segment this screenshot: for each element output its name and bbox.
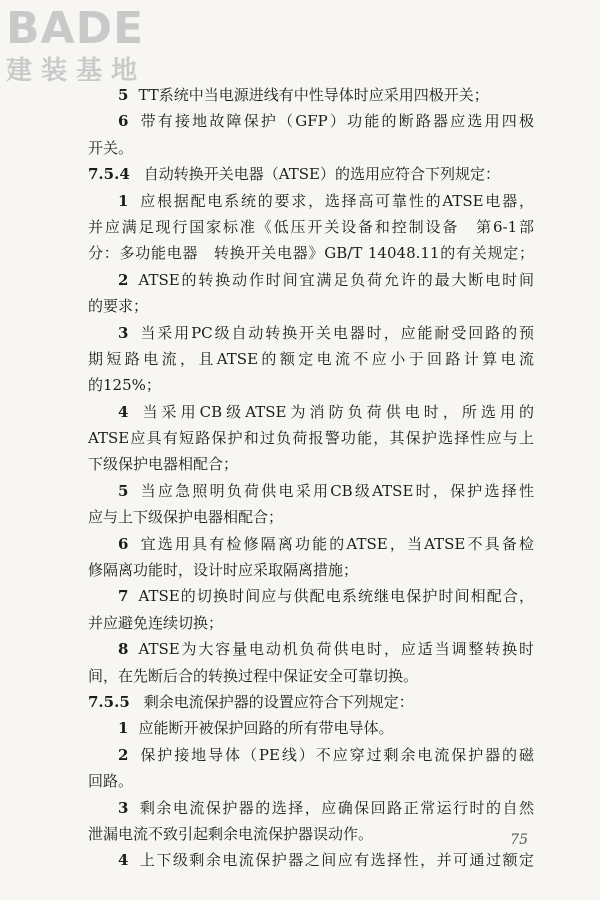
text-line	[88, 557, 534, 583]
line-text: ATSE的切换时间应与供配电系统继电保护时间相配合，	[138, 587, 534, 606]
item-number: 7	[118, 587, 129, 606]
item-number: 3	[118, 323, 129, 342]
item-number: 2	[118, 745, 129, 764]
text-line	[88, 82, 534, 108]
line-text: 并应避免连续切换；	[88, 613, 224, 632]
text-line	[88, 742, 534, 768]
item-number: 3	[118, 798, 129, 817]
text-line	[88, 108, 534, 134]
line-text: ATSE的转换动作时间宜满足负荷允许的最大断电时间	[138, 270, 534, 289]
line-text: 的125%；	[88, 376, 161, 395]
line-text: ATSE应具有短路保护和过负荷报警功能，其保护选择性应与上	[88, 429, 534, 448]
item-number: 1	[118, 719, 129, 738]
page-number: 75	[510, 832, 528, 848]
text-line	[88, 320, 534, 346]
line-text: 当采用CB级ATSE为消防负荷供电时，所选用的	[138, 402, 534, 421]
item-number: 5	[118, 86, 129, 104]
text-line	[88, 715, 534, 741]
line-text: 剩余电流保护器的设置应符合下列规定：	[143, 692, 414, 711]
item-number: 4	[118, 402, 129, 421]
text-line	[88, 636, 534, 662]
text-line	[88, 240, 534, 266]
line-text: 修隔离功能时，设计时应采取隔离措施；	[88, 561, 359, 580]
line-text: 自动转换开关电器（ATSE）的选用应符合下列规定：	[143, 165, 501, 184]
line-text: 分：多功能电器 转换开关电器》GB/T 14048.11的有关规定；	[88, 244, 534, 263]
line-text: 回路。	[88, 772, 134, 791]
text-line	[88, 821, 534, 847]
line-text: 开关。	[88, 138, 134, 157]
text-line	[88, 267, 534, 293]
section-number: 7.5.4	[88, 165, 130, 184]
text-line	[88, 610, 534, 636]
watermark-brand: BADE	[6, 3, 145, 54]
text-line	[88, 689, 534, 715]
document-body	[88, 82, 534, 874]
text-line	[88, 583, 534, 609]
text-line	[88, 293, 534, 319]
text-line	[88, 795, 534, 821]
text-line	[88, 451, 534, 477]
line-text: 剩余电流保护器的选择，应确保回路正常运行时的自然	[138, 798, 534, 817]
text-line	[88, 531, 534, 557]
item-number: 6	[118, 534, 129, 553]
line-text: 并应满足现行国家标准《低压开关设备和控制设备 第6-1部	[88, 217, 534, 236]
line-text: TT系统中当电源进线有中性导体时应采用四极开关；	[138, 86, 489, 104]
text-line	[88, 399, 534, 425]
line-text: 上下级剩余电流保护器之间应有选择性，并可通过额定	[138, 851, 534, 870]
line-text: 的要求；	[88, 297, 149, 316]
item-number: 2	[118, 270, 129, 289]
text-line	[88, 346, 534, 372]
item-number: 1	[118, 191, 129, 210]
text-line	[88, 768, 534, 794]
line-text: 宜选用具有检修隔离功能的ATSE，当ATSE不具备检	[138, 534, 534, 553]
line-text: 应能断开被保护回路的所有带电导体。	[138, 719, 394, 738]
text-line	[88, 372, 534, 398]
line-text: 当应急照明负荷供电采用CB级ATSE时，保护选择性	[138, 481, 534, 500]
line-text: 期短路电流，且ATSE的额定电流不应小于回路计算电流	[88, 349, 534, 368]
line-text: 应根据配电系统的要求，选择高可靠性的ATSE电器，	[138, 191, 534, 210]
line-text: 泄漏电流不致引起剩余电流保护器误动作。	[88, 824, 374, 843]
item-number: 4	[118, 851, 129, 870]
line-text: 保护接地导体（PE线）不应穿过剩余电流保护器的磁	[138, 745, 534, 764]
item-number: 5	[118, 481, 129, 500]
section-number: 7.5.5	[88, 692, 130, 711]
line-text: 下级保护电器相配合；	[88, 455, 239, 474]
text-line	[88, 504, 534, 530]
item-number: 6	[118, 112, 129, 131]
line-text: 当采用PC级自动转换开关电器时，应能耐受回路的预	[138, 323, 534, 342]
text-line	[88, 161, 534, 187]
line-text: 间，在先断后合的转换过程中保证安全可靠切换。	[88, 666, 419, 685]
line-text: ATSE为大容量电动机负荷供电时，应适当调整转换时	[138, 640, 534, 659]
text-line	[88, 214, 534, 240]
text-line	[88, 135, 534, 161]
text-line	[88, 847, 534, 873]
line-text: 带有接地故障保护（GFP）功能的断路器应选用四极	[138, 112, 534, 131]
text-line	[88, 663, 534, 689]
item-number: 8	[118, 640, 129, 659]
watermark-caption: 建装基地	[6, 56, 147, 86]
text-line	[88, 425, 534, 451]
text-line	[88, 478, 534, 504]
text-line	[88, 188, 534, 214]
line-text: 应与上下级保护电器相配合；	[88, 508, 284, 527]
